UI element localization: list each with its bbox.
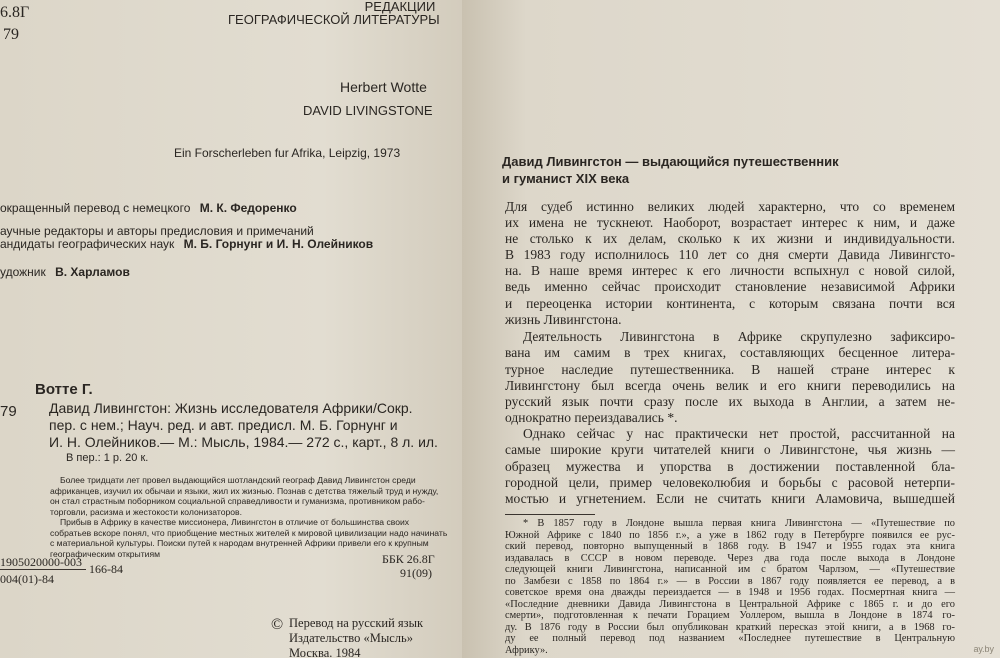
text-line: их имена не тускнеют. Наоборот, возрастает интерес к ним, и даже xyxy=(505,215,955,231)
copyright-line: Москва. 1984 xyxy=(289,646,361,658)
annotation-line: Более тридцати лет провел выдающийся шотландский географ Давид Ливингстон среди xyxy=(60,475,416,485)
code-fraction-line xyxy=(0,569,86,570)
text-line: на. В наше время интерес к его личности вспыхнул с новой силой, xyxy=(505,263,955,279)
number-top: 79 xyxy=(3,26,19,43)
footnote-line: «Последние дневники Давида Ливингстона в Центральной Африке с 1865 г. и до его xyxy=(505,598,955,610)
text-line: Ливингстону был всегда очень велик и его книги переводились на xyxy=(505,377,955,393)
annotation-line: Прибыв в Африку в качестве миссионера, Ливингстон в отличие от большинства своих xyxy=(60,517,410,527)
credit-candidates: андидаты географических наук М. Б. Горнунг и И. Н. Олейников xyxy=(0,237,374,251)
text-line: городной цели, пример человеколюбия и борьбы с расовой нетерпи- xyxy=(505,474,955,490)
text-line: вана им самим в трех книгах, составляющих бесценное литера- xyxy=(505,345,955,361)
code-numerator: 1905020000-003 xyxy=(0,555,82,569)
code-right: 166-84 xyxy=(89,562,123,576)
footnote-line: ский перевод, повторно выпущенный в 1868 году. В 1947 и 1955 годах эта книга xyxy=(505,541,955,552)
annotation-line: географическим открытиям xyxy=(50,548,161,559)
bbk-code-2: 91(09) xyxy=(400,566,432,580)
watermark: ау.by xyxy=(973,644,994,654)
right-page xyxy=(462,0,1000,658)
footnote-line: смерти», подготовленная к печати Горацием Уоллером, вышла в Лондоне в 1874 го- xyxy=(505,610,955,621)
publisher-line-2: ГЕОГРАФИЧЕСКОЙ ЛИТЕРАТУРЫ xyxy=(228,12,440,27)
catalog-line: И. Н. Олейников.— М.: Мысль, 1984.— 272 с., карт., 8 л. ил. xyxy=(49,434,438,450)
footnote-separator xyxy=(505,514,595,515)
footnote-line: Южной Африке с 1840 по 1856 г.», а уже в 1862 году в Петербурге появился ее рус- xyxy=(505,529,955,541)
footnote-line: ду ее полный перевод под названием «Последнее путешествие в Центральную xyxy=(505,633,955,644)
preface-title xyxy=(502,153,839,187)
text-line: мостью и угнетением. Если не считать книги Аламовича, вышедшей xyxy=(505,491,955,507)
bbk-code: ББК 26.8Г xyxy=(382,552,435,566)
text-line: Для судеб истинно великих людей характерно, что со временем xyxy=(505,199,955,214)
annotation-line: африканцев, изучил их обычаи и языки, жил их жизнью. Познав с детства тяжелый труд и нужду, xyxy=(50,485,439,496)
annotation-line: собратьев вскоре понял, что приобщение местных жителей к мировой цивилизации надо начинать xyxy=(50,527,448,538)
text-line: русский язык почти сразу после их выхода в Англии, а затем не- xyxy=(505,394,955,410)
footnote-line: Африку». xyxy=(505,644,548,656)
footnote xyxy=(505,518,955,656)
text-line: турное наследие путешественника. В нашей стране интерес к xyxy=(505,361,955,377)
credit-artist: удожник В. Харламов xyxy=(0,265,130,279)
catalog-line: Давид Ливингстон: Жизнь исследователя Африки/Сокр. xyxy=(49,400,413,416)
credit-editors: аучные редакторы и авторы предисловия и примечаний xyxy=(0,224,314,238)
paragraph-2 xyxy=(505,329,955,427)
annotation xyxy=(50,475,447,559)
annotation-line: с материальной культуры. Поиски путей к народам внутренней Африки привели его к крупным xyxy=(50,538,429,548)
footnote-line: * В 1857 году в Лондоне вышла первая книга Ливингстона — «Путешествие по xyxy=(523,518,955,529)
footnote-line: ду. В 1876 году в России был опубликован краткий пересказ этой книги, а в 1968 го- xyxy=(505,621,955,633)
text-line: самые широкие круги читателей книги о Ливингстоне, чья жизнь — xyxy=(505,442,955,458)
annotation-line: он стал страстным поборником социальной справедливости и гуманизма, противником рабо- xyxy=(50,496,425,506)
text-line: В 1983 году исполнилось 110 лет со дня смерти Давида Ливингсто- xyxy=(505,247,955,263)
original-author: Herbert Wotte xyxy=(340,79,427,95)
text-line: образец мужества и упорства в достижении поставленной бла- xyxy=(505,458,955,474)
paragraph-1 xyxy=(505,199,955,328)
copyright-sign: © xyxy=(271,616,284,633)
footnote-line: по Замбези с 1858 по 1864 г.» — в России в 1867 году появляется ее перевод, а в xyxy=(505,575,955,587)
text-line: Однако сейчас у нас практически нет простой, рассчитанной на xyxy=(523,426,955,441)
text-line: жизнь Ливингстона. xyxy=(505,311,622,327)
paragraph-3 xyxy=(505,426,955,507)
price-line: В пер.: 1 р. 20 к. xyxy=(66,452,149,464)
catalog-number: 79 xyxy=(0,403,17,420)
original-subtitle: Ein Forscherleben fur Afrika, Leipzig, 1973 xyxy=(174,146,401,160)
footnote-line: советское время она дважды переиздается — в 1948 и 1956 годах. Посмертная книга — xyxy=(505,587,955,598)
footnote-line: следующей книги Ливингстона, написанной им с братом Чарлзом, — «Путешествие xyxy=(505,564,955,575)
annotation-line: торговли, расизма и жестокости колонизаторов. xyxy=(50,506,242,517)
bbk-short: 6.8Г xyxy=(0,4,30,21)
code-denominator: 004(01)-84 xyxy=(0,572,54,586)
footnote-line: издавалась в СССР в новом переводе. Через два года после выхода в Лондоне xyxy=(505,552,955,564)
text-line: не столько к их делам, сколько к их жизни и индивидуальности. xyxy=(505,231,955,247)
credit-translator: окращенный перевод с немецкого М. К. Федоренко xyxy=(0,201,297,215)
copyright-block xyxy=(289,616,423,658)
copyright-line: Издательство «Мысль» xyxy=(289,631,413,645)
preface-title-line: Давид Ливингстон — выдающийся путешественник xyxy=(502,154,839,169)
copyright-line: Перевод на русский язык xyxy=(289,616,424,630)
preface-title-line: и гуманист XIX века xyxy=(502,171,630,186)
text-line: и переоценка истории континента, с которым связана почти вся xyxy=(505,295,955,311)
publisher-line-1: РЕДАКЦИИ xyxy=(364,0,436,14)
text-line: однократно переиздавались *. xyxy=(505,410,678,426)
left-page xyxy=(0,0,462,658)
catalog-entry xyxy=(49,400,438,451)
text-line: Деятельность Ливингстона в Африке скрупулезно зафиксиро- xyxy=(523,329,955,344)
catalog-author: Вотте Г. xyxy=(35,381,93,398)
catalog-line: пер. с нем.; Науч. ред. и авт. предисл. М. Б. Горнунг и xyxy=(49,417,398,433)
original-title: DAVID LIVINGSTONE xyxy=(303,103,433,118)
text-line: ведь именно сейчас происходит становление независимой Африки xyxy=(505,279,955,295)
